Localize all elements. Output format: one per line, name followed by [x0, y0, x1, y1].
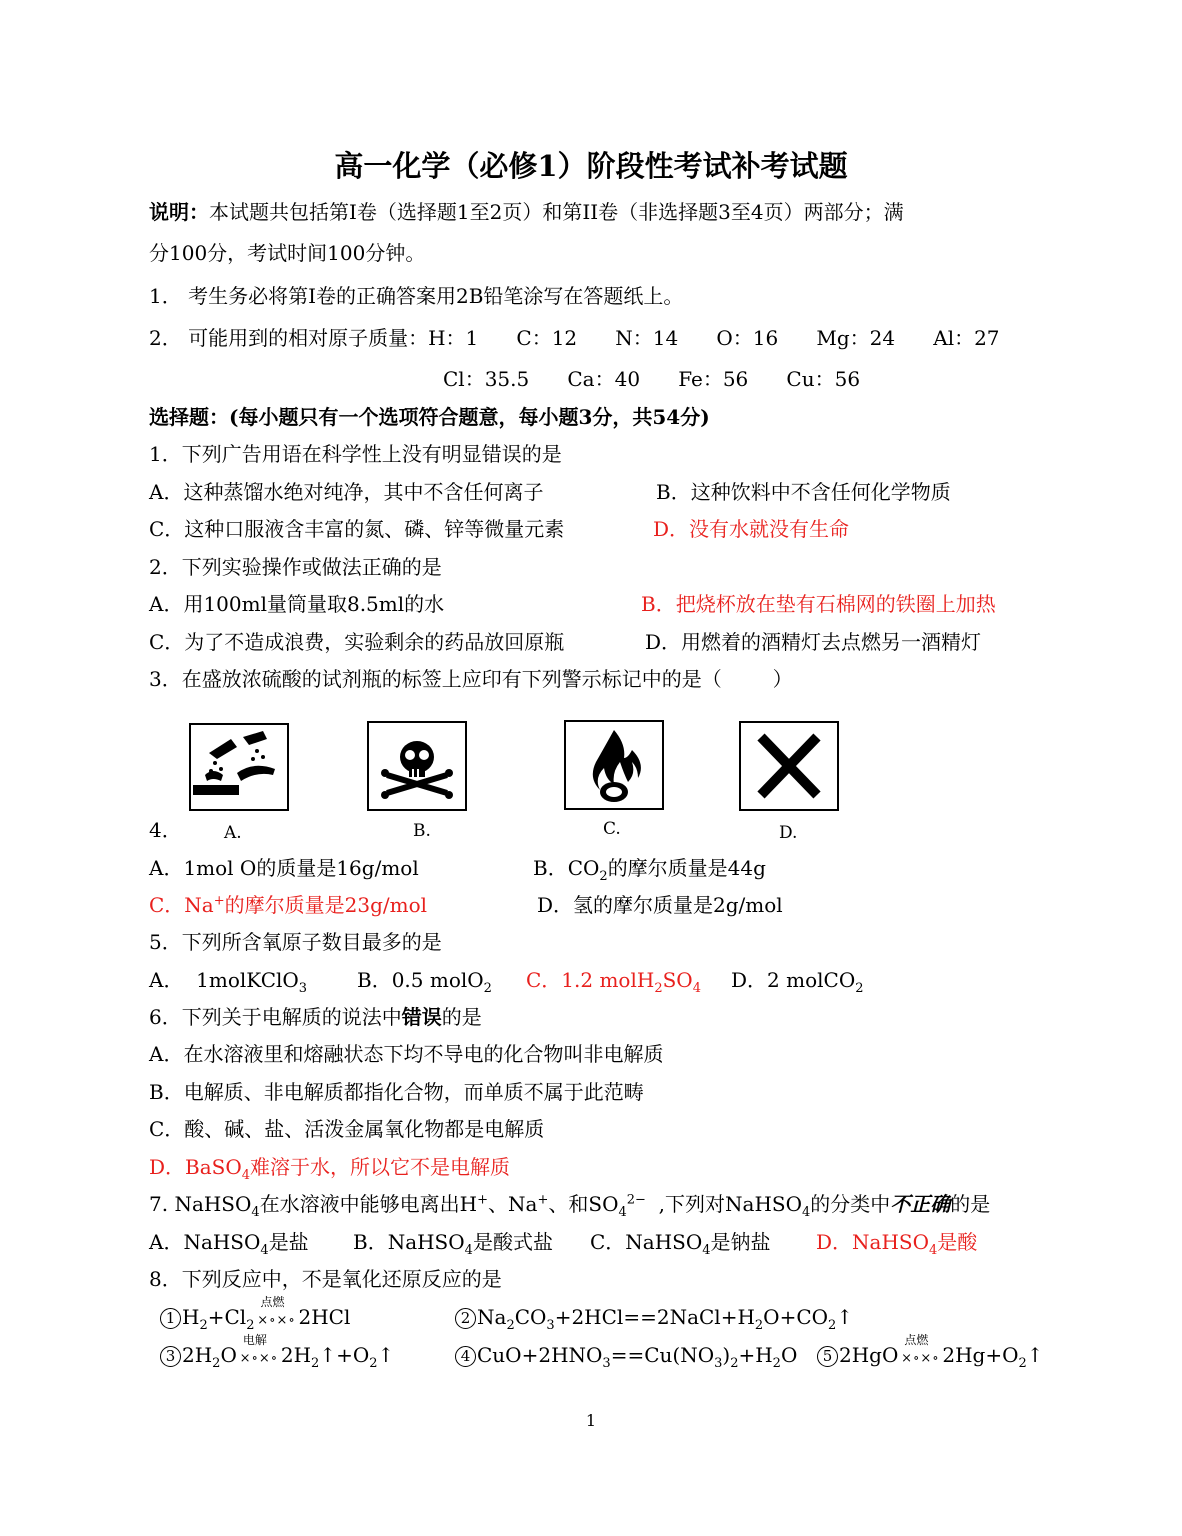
q7-stem: 7. NaHSO$_4$在水溶液中能够电离出H+、Na+、和$SO_4^{2-}$ ,下列对NaHSO$_4$的分类中不正确的是 [149, 1192, 991, 1220]
q7-option-d: D．NaHSO$_4$是酸 [816, 1230, 978, 1258]
q6-stem: 6．下列关于电解质的说法中错误的是 [149, 1005, 482, 1029]
q1-option-c: C．这种口服液含丰富的氮、磷、锌等微量元素 [149, 517, 565, 541]
harmful-sign-icon [739, 721, 839, 811]
q8-stem: 8．下列反应中，不是氧化还原反应的是 [149, 1267, 502, 1291]
intro-line1 [149, 200, 904, 224]
page-number: 1 [585, 1411, 597, 1430]
section-heading: 选择题：(每小题只有一个选项符合题意，每小题3分，共54分) [149, 405, 710, 429]
q4-option-c: C．Na+的摩尔质量是23g/mol [149, 893, 428, 917]
intro-line2: 分100分，考试时间100分钟。 [149, 241, 426, 265]
flammable-sign-icon [564, 720, 664, 810]
q1-option-b: B．这种饮料中不含任何化学物质 [656, 480, 951, 504]
q2-option-d: D．用燃着的酒精灯去点燃另一酒精灯 [645, 630, 982, 654]
q5-option-c: C．1.2 $molH_2SO_4$ [526, 968, 701, 996]
reaction-2: 2 $Na_2CO_3+2HCl==2NaCl+H_2O+CO_2↑$ [455, 1305, 853, 1329]
q1-option-d: D．没有水就没有生命 [653, 517, 850, 541]
intro-text: 本试题共包括第I卷（选择题1至2页）和第II卷（非选择题3至4页）两部分；满 [209, 200, 904, 224]
intro-label: 说明： [149, 200, 209, 224]
q5-option-b: B．0.5 molO$_2$ [357, 968, 492, 996]
q7-option-a: A．NaHSO$_4$是盐 [149, 1230, 309, 1258]
q6-option-d: D．BaSO$_4$难溶于水，所以它不是电解质 [149, 1155, 511, 1183]
q4-option-a: A．1mol O的质量是16g/mol [149, 856, 419, 880]
reaction-5: 5 2HgO 点燃 ×∘×∘ $2Hg+O_2↑$ [817, 1343, 1044, 1371]
q5-option-d: D．2 molCO$_2$ [731, 968, 864, 996]
q2-option-b: B．把烧杯放在垫有石棉网的铁圈上加热 [641, 592, 996, 616]
note-1: 1． 考生务必将第I卷的正确答案用2B铅笔涂写在答题纸上。 [149, 284, 684, 308]
toxic-sign-icon [367, 721, 467, 811]
q6-option-a: A．在水溶液里和熔融状态下均不导电的化合物叫非电解质 [149, 1042, 664, 1066]
q3-stem: 3．在盛放浓硫酸的试剂瓶的标签上应印有下列警示标记中的是（ ） [149, 667, 793, 691]
q5-stem: 5．下列所含氧原子数目最多的是 [149, 930, 442, 954]
q4-option-d: D．氢的摩尔质量是2g/mol [537, 893, 783, 917]
sign-label-c: C. [603, 819, 621, 839]
q1-stem: 1．下列广告用语在科学性上没有明显错误的是 [149, 442, 562, 466]
reaction-1: 1 $H_2+Cl_2$ 点燃 ×∘×∘ 2HCl [160, 1305, 350, 1333]
page-title: 高一化学（必修1）阶段性考试补考试题 [334, 149, 848, 183]
q2-option-c: C．为了不造成浪费，实验剩余的药品放回原瓶 [149, 630, 565, 654]
q6-option-c: C．酸、碱、盐、活泼金属氧化物都是电解质 [149, 1117, 545, 1141]
sign-label-d: D. [779, 823, 798, 843]
q4-option-b: B．$CO_2$的摩尔质量是44g [533, 856, 766, 884]
q2-stem: 2．下列实验操作或做法正确的是 [149, 555, 442, 579]
reaction-3: 3 $2H_2O$ 电解 ×∘×∘ $2H_2↑+O_2↑$ [160, 1343, 394, 1371]
q6-option-b: B．电解质、非电解质都指化合物，而单质不属于此范畴 [149, 1080, 644, 1104]
q2-option-a: A．用100ml量筒量取8.5ml的水 [149, 592, 445, 616]
sign-label-a: A. [224, 823, 242, 843]
q1-option-a: A．这种蒸馏水绝对纯净，其中不含任何离子 [149, 480, 544, 504]
q7-option-c: C．NaHSO$_4$是钠盐 [590, 1230, 771, 1258]
sign-label-b: B. [413, 821, 431, 841]
note-2-continued: Cl：35.5 Ca：40 Fe：56 Cu：56 [443, 367, 861, 391]
q4-number: 4． [149, 818, 182, 842]
reaction-4: 4 $CuO+2HNO_3==Cu(NO_3)_2+H_2O$ [455, 1343, 797, 1367]
corrosive-sign-icon [189, 723, 289, 811]
q5-option-a: A． 1molKClO$_3$ [149, 968, 308, 996]
q7-option-b: B．NaHSO$_4$是酸式盐 [353, 1230, 553, 1258]
note-2: 2． 可能用到的相对原子质量：H：1 C：12 N：14 O：16 Mg：24 Al：27 [149, 326, 1000, 350]
